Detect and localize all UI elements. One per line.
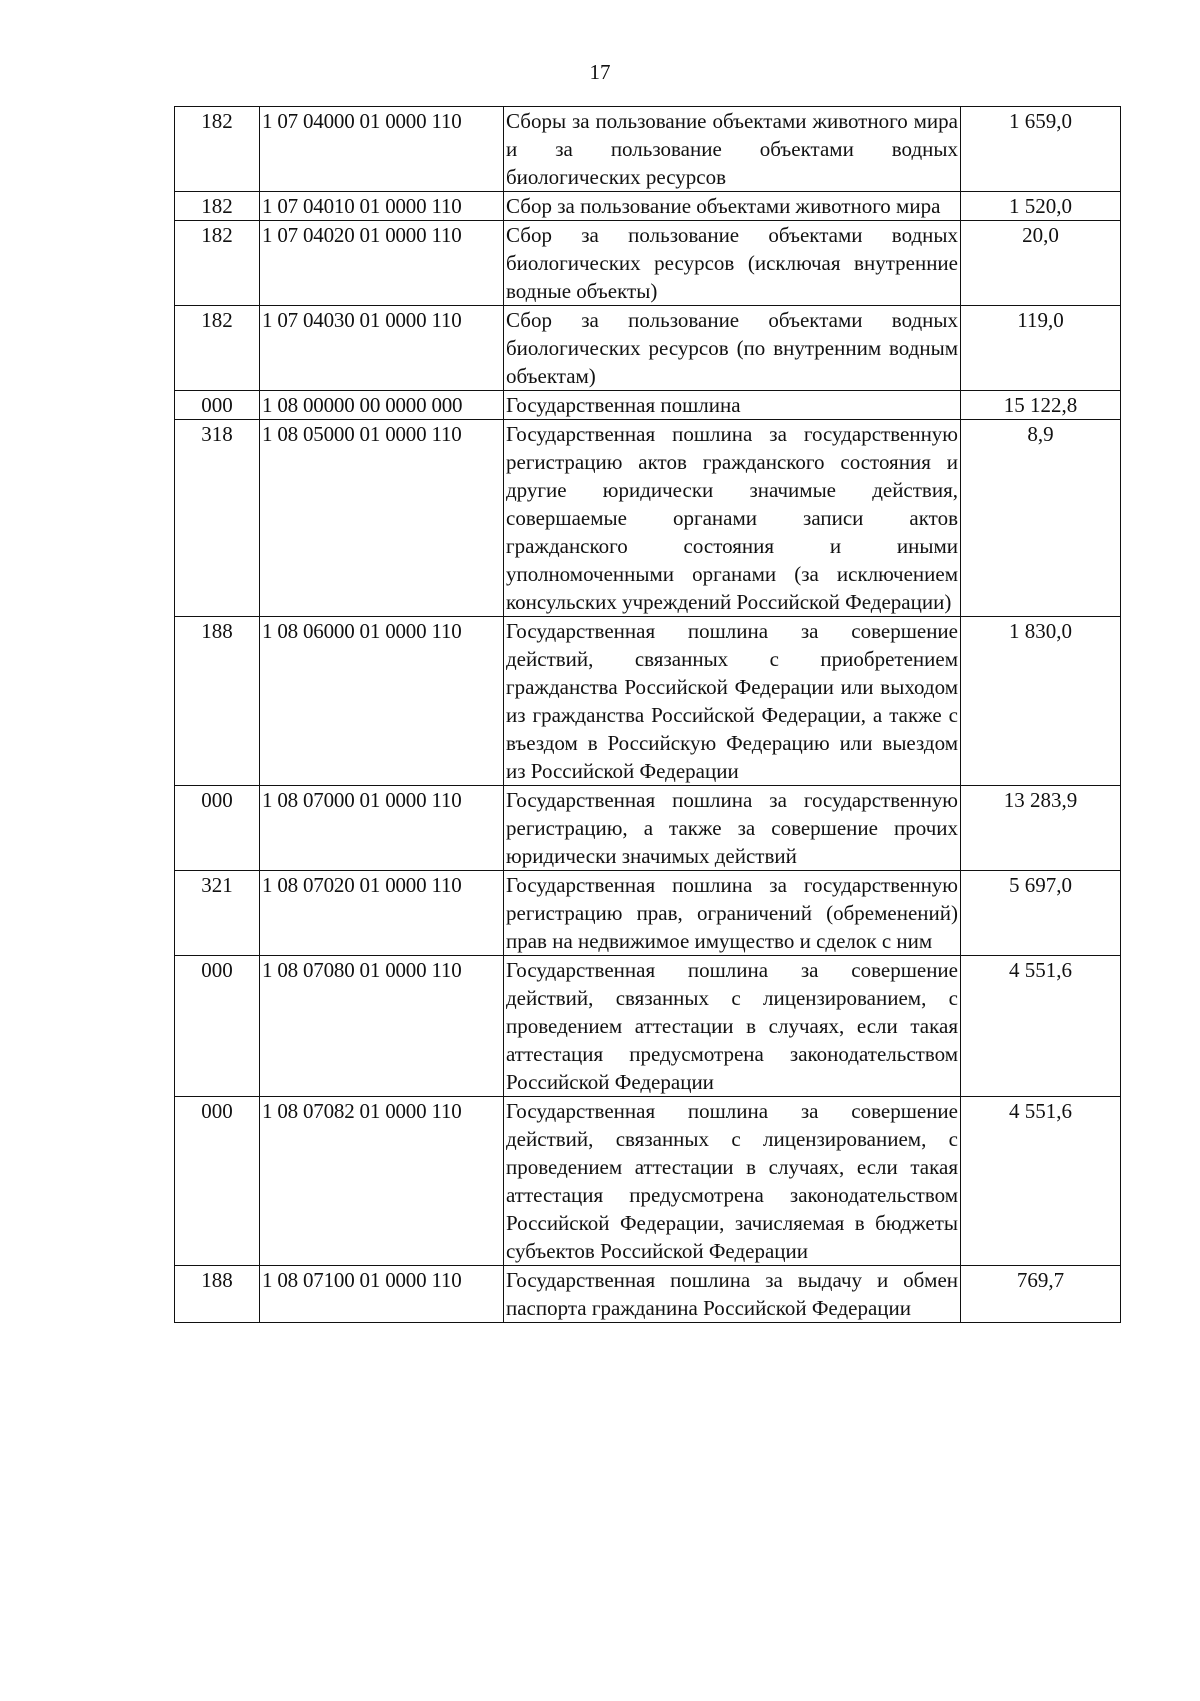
classification-code-cell: 1 08 07000 01 0000 110 [260, 786, 504, 871]
classification-code-cell: 1 08 00000 00 0000 000 [260, 391, 504, 420]
admin-code-cell: 188 [175, 617, 260, 786]
amount-cell: 20,0 [961, 221, 1121, 306]
revenue-name-cell: Сбор за пользование объектами водных биологических ресурсов (исключая внутренние водные объекты) [504, 221, 961, 306]
admin-code-cell: 000 [175, 391, 260, 420]
revenue-name-cell: Государственная пошлина за государственную регистрацию актов гражданского состояния и другие юридически значимые действия, совершаемые органами записи актов гражданского состояния и иными уполномоченными органами (за исключением консульских учреждений Российской Федерации) [504, 420, 961, 617]
classification-code-cell: 1 08 07100 01 0000 110 [260, 1266, 504, 1323]
admin-code-cell: 000 [175, 956, 260, 1097]
table-row [175, 617, 1121, 786]
revenue-name-cell: Государственная пошлина за совершение действий, связанных с лицензированием, с проведением аттестации в случаях, если такая аттестация предусмотрена законодательством Российской Федерации [504, 956, 961, 1097]
table-row [175, 1266, 1121, 1323]
admin-code-cell: 182 [175, 192, 260, 221]
classification-code-cell: 1 08 07082 01 0000 110 [260, 1097, 504, 1266]
admin-code-cell: 182 [175, 221, 260, 306]
amount-cell: 13 283,9 [961, 786, 1121, 871]
revenue-name-cell: Государственная пошлина за выдачу и обмен паспорта гражданина Российской Федерации [504, 1266, 961, 1323]
revenue-name-cell: Сборы за пользование объектами животного мира и за пользование объектами водных биологических ресурсов [504, 107, 961, 192]
table-row [175, 391, 1121, 420]
admin-code-cell: 182 [175, 306, 260, 391]
amount-cell: 769,7 [961, 1266, 1121, 1323]
classification-code-cell: 1 07 04020 01 0000 110 [260, 221, 504, 306]
table-row [175, 221, 1121, 306]
revenue-table-body [175, 107, 1121, 1323]
admin-code-cell: 321 [175, 871, 260, 956]
table-row [175, 956, 1121, 1097]
classification-code-cell: 1 08 07080 01 0000 110 [260, 956, 504, 1097]
classification-code-cell: 1 08 07020 01 0000 110 [260, 871, 504, 956]
table-row [175, 786, 1121, 871]
revenue-name-cell: Государственная пошлина [504, 391, 961, 420]
classification-code-cell: 1 07 04030 01 0000 110 [260, 306, 504, 391]
table-row [175, 107, 1121, 192]
classification-code-cell: 1 07 04010 01 0000 110 [260, 192, 504, 221]
revenue-name-cell: Сбор за пользование объектами водных биологических ресурсов (по внутренним водным объектам) [504, 306, 961, 391]
table-row [175, 192, 1121, 221]
table-row [175, 306, 1121, 391]
revenue-name-cell: Государственная пошлина за государственную регистрацию прав, ограничений (обременений) прав на недвижимое имущество и сделок с ним [504, 871, 961, 956]
revenue-name-cell: Государственная пошлина за государственную регистрацию, а также за совершение прочих юридически значимых действий [504, 786, 961, 871]
table-row [175, 1097, 1121, 1266]
revenue-name-cell: Сбор за пользование объектами животного мира [504, 192, 961, 221]
amount-cell: 4 551,6 [961, 956, 1121, 1097]
revenue-name-cell: Государственная пошлина за совершение действий, связанных с лицензированием, с проведением аттестации в случаях, если такая аттестация предусмотрена законодательством Российской Федерации, зачисляемая в бюджеты субъектов Российской Федерации [504, 1097, 961, 1266]
admin-code-cell: 000 [175, 786, 260, 871]
page-number: 17 [589, 60, 611, 84]
admin-code-cell: 188 [175, 1266, 260, 1323]
amount-cell: 1 659,0 [961, 107, 1121, 192]
amount-cell: 119,0 [961, 306, 1121, 391]
amount-cell: 15 122,8 [961, 391, 1121, 420]
amount-cell: 1 830,0 [961, 617, 1121, 786]
admin-code-cell: 000 [175, 1097, 260, 1266]
amount-cell: 1 520,0 [961, 192, 1121, 221]
revenue-table [174, 106, 1121, 1323]
amount-cell: 4 551,6 [961, 1097, 1121, 1266]
table-row [175, 871, 1121, 956]
admin-code-cell: 318 [175, 420, 260, 617]
classification-code-cell: 1 07 04000 01 0000 110 [260, 107, 504, 192]
amount-cell: 5 697,0 [961, 871, 1121, 956]
table-row [175, 420, 1121, 617]
admin-code-cell: 182 [175, 107, 260, 192]
classification-code-cell: 1 08 06000 01 0000 110 [260, 617, 504, 786]
revenue-name-cell: Государственная пошлина за совершение действий, связанных с приобретением гражданства Российской Федерации или выходом из гражданства Российской Федерации, а также с въездом в Российскую Федерацию или выездом из Российской Федерации [504, 617, 961, 786]
amount-cell: 8,9 [961, 420, 1121, 617]
classification-code-cell: 1 08 05000 01 0000 110 [260, 420, 504, 617]
